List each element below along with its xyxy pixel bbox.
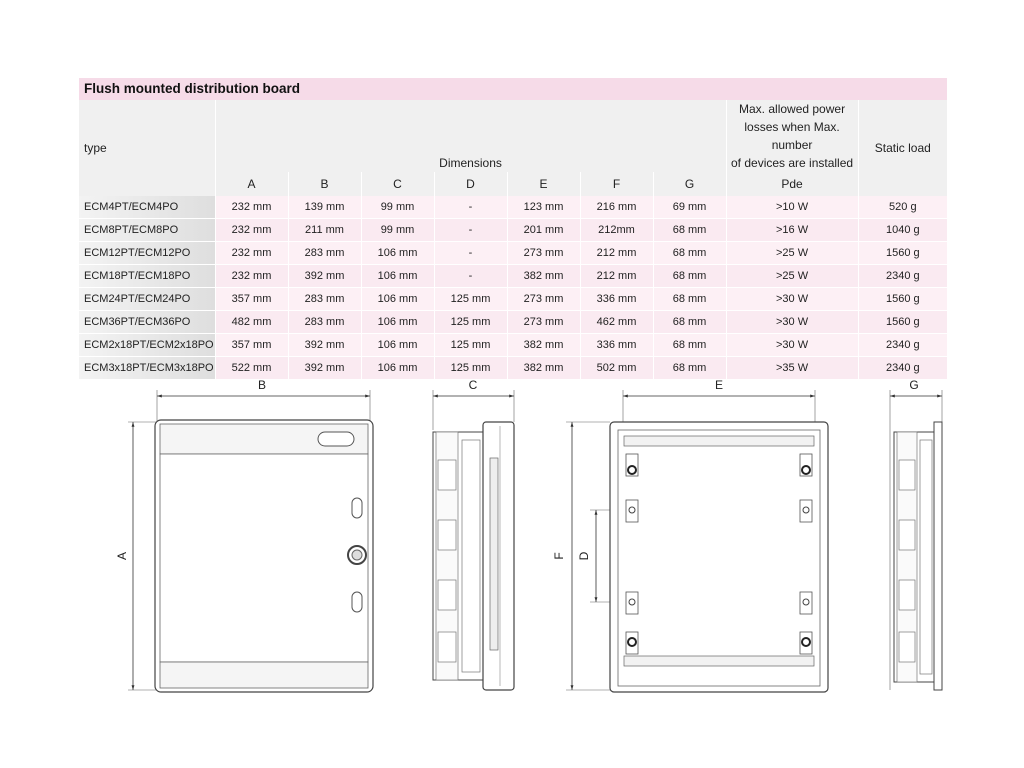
cell-type: ECM18PT/ECM18PO: [79, 265, 215, 288]
table-row: [79, 288, 947, 311]
header-letter-d: D: [434, 172, 507, 196]
cell-type: ECM3x18PT/ECM3x18PO: [79, 357, 215, 380]
cell-b: 283 mm: [288, 311, 361, 334]
cell-d: 125 mm: [434, 311, 507, 334]
header-dimensions: Dimensions: [439, 156, 502, 170]
cell-e: 382 mm: [507, 265, 580, 288]
cell-a: 357 mm: [215, 288, 288, 311]
header-pde: Pde: [726, 172, 858, 196]
cell-g: 68 mm: [653, 219, 726, 242]
table-row: [79, 311, 947, 334]
table-row: [79, 242, 947, 265]
cell-a: 232 mm: [215, 219, 288, 242]
cell-f: 502 mm: [580, 357, 653, 380]
cell-c: 106 mm: [361, 242, 434, 265]
cell-f: 336 mm: [580, 334, 653, 357]
table-row: [79, 334, 947, 357]
cell-d: -: [434, 196, 507, 219]
cell-pde: >10 W: [726, 196, 858, 219]
cell-d: 125 mm: [434, 357, 507, 380]
cell-type: ECM4PT/ECM4PO: [79, 196, 215, 219]
cell-type: ECM8PT/ECM8PO: [79, 219, 215, 242]
cell-pde: >30 W: [726, 311, 858, 334]
cell-a: 357 mm: [215, 334, 288, 357]
cell-pde: >25 W: [726, 242, 858, 265]
spec-sheet: [79, 78, 947, 380]
side-view-drawing: [433, 378, 514, 690]
cell-e: 123 mm: [507, 196, 580, 219]
cell-type: ECM2x18PT/ECM2x18PO: [79, 334, 215, 357]
cell-a: 232 mm: [215, 265, 288, 288]
cell-a: 522 mm: [215, 357, 288, 380]
header-letter-c: C: [361, 172, 434, 196]
cell-g: 68 mm: [653, 265, 726, 288]
cell-f: 212mm: [580, 219, 653, 242]
cell-a: 232 mm: [215, 242, 288, 265]
cell-f: 462 mm: [580, 311, 653, 334]
cell-type: ECM12PT/ECM12PO: [79, 242, 215, 265]
cell-pde: >30 W: [726, 288, 858, 311]
cell-load: 2340 g: [858, 265, 947, 288]
cell-f: 336 mm: [580, 288, 653, 311]
table-row: [79, 219, 947, 242]
pde-line-1: Max. allowed power: [739, 102, 846, 116]
cell-b: 283 mm: [288, 242, 361, 265]
cell-d: 125 mm: [434, 334, 507, 357]
cell-e: 382 mm: [507, 357, 580, 380]
cell-f: 216 mm: [580, 196, 653, 219]
cell-d: -: [434, 242, 507, 265]
cell-load: 1560 g: [858, 242, 947, 265]
cell-c: 99 mm: [361, 219, 434, 242]
cell-c: 106 mm: [361, 265, 434, 288]
cell-load: 2340 g: [858, 334, 947, 357]
front-view-drawing: [115, 378, 373, 692]
cell-f: 212 mm: [580, 265, 653, 288]
header-letter-b: B: [288, 172, 361, 196]
cell-load: 520 g: [858, 196, 947, 219]
cell-g: 68 mm: [653, 357, 726, 380]
cell-load: 1560 g: [858, 288, 947, 311]
cell-g: 69 mm: [653, 196, 726, 219]
pde-line-3: of devices are installed: [731, 156, 854, 170]
label-e: E: [714, 378, 724, 392]
header-letter-g: G: [653, 172, 726, 196]
cell-c: 106 mm: [361, 357, 434, 380]
header-row-top: [79, 100, 947, 172]
cell-c: 99 mm: [361, 196, 434, 219]
label-f: F: [552, 552, 566, 560]
cell-g: 68 mm: [653, 242, 726, 265]
label-g: G: [909, 378, 919, 392]
header-letter-f: F: [580, 172, 653, 196]
cell-pde: >30 W: [726, 334, 858, 357]
header-type: type: [79, 100, 215, 196]
cell-b: 211 mm: [288, 219, 361, 242]
cell-b: 283 mm: [288, 288, 361, 311]
pde-line-2: losses when Max. number: [744, 120, 840, 152]
cell-e: 273 mm: [507, 288, 580, 311]
cell-load: 1040 g: [858, 219, 947, 242]
cell-pde: >35 W: [726, 357, 858, 380]
cell-f: 212 mm: [580, 242, 653, 265]
rear-view-drawing: [552, 378, 828, 692]
cell-g: 68 mm: [653, 311, 726, 334]
cell-c: 106 mm: [361, 288, 434, 311]
cell-g: 68 mm: [653, 334, 726, 357]
dimensions-table: [79, 100, 947, 380]
cell-b: 392 mm: [288, 265, 361, 288]
label-d: D: [577, 551, 591, 561]
cell-b: 392 mm: [288, 334, 361, 357]
cell-a: 482 mm: [215, 311, 288, 334]
cell-e: 382 mm: [507, 334, 580, 357]
table-row: [79, 196, 947, 219]
header-letter-e: E: [507, 172, 580, 196]
cell-e: 201 mm: [507, 219, 580, 242]
header-pde-description: [726, 100, 858, 172]
header-letter-a: A: [215, 172, 288, 196]
label-a: A: [115, 551, 129, 561]
cell-type: ECM24PT/ECM24PO: [79, 288, 215, 311]
cell-b: 139 mm: [288, 196, 361, 219]
cell-b: 392 mm: [288, 357, 361, 380]
cell-e: 273 mm: [507, 242, 580, 265]
technical-drawings: [0, 370, 1024, 700]
cell-d: 125 mm: [434, 288, 507, 311]
cell-a: 232 mm: [215, 196, 288, 219]
cell-load: 2340 g: [858, 357, 947, 380]
label-c: C: [468, 378, 478, 392]
cell-type: ECM36PT/ECM36PO: [79, 311, 215, 334]
label-b: B: [257, 378, 267, 392]
cell-pde: >25 W: [726, 265, 858, 288]
cell-d: -: [434, 219, 507, 242]
header-static-load: Static load: [874, 141, 931, 155]
cell-d: -: [434, 265, 507, 288]
table-title: Flush mounted distribution board: [79, 78, 947, 100]
depth-view-drawing: [890, 378, 942, 690]
cell-e: 273 mm: [507, 311, 580, 334]
cell-load: 1560 g: [858, 311, 947, 334]
table-row: [79, 265, 947, 288]
cell-c: 106 mm: [361, 311, 434, 334]
cell-g: 68 mm: [653, 288, 726, 311]
cell-pde: >16 W: [726, 219, 858, 242]
cell-c: 106 mm: [361, 334, 434, 357]
